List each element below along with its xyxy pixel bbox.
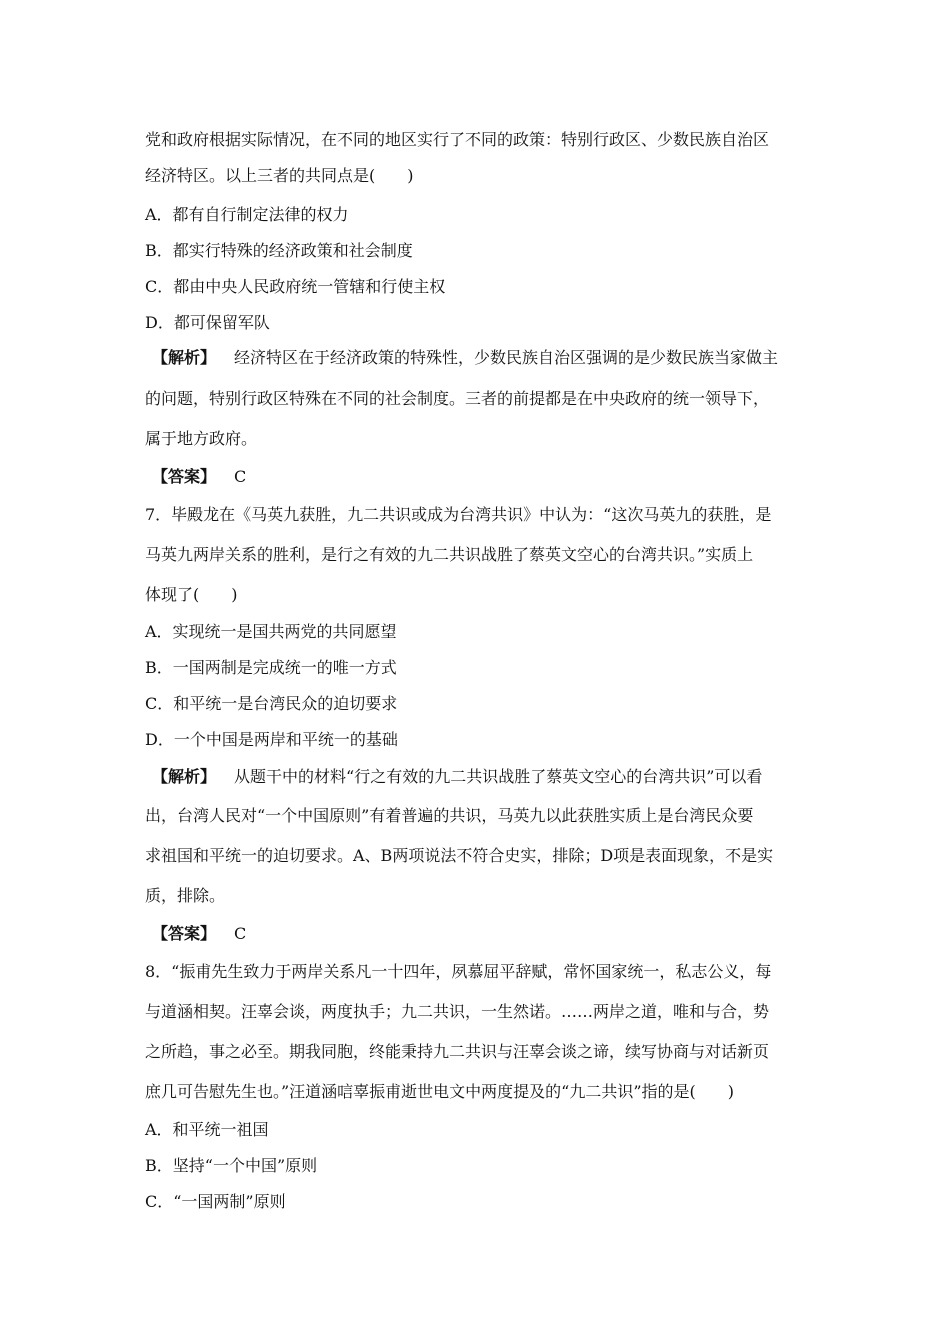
analysis-label: 【解析】 — [152, 767, 217, 786]
q7-answer-line — [152, 924, 246, 944]
q7-stem-line-1: 7．毕殿龙在《马英九获胜，九二共识或成为台湾共识》中认为：“这次马英九的获胜，是 — [145, 505, 772, 524]
q6-analysis-line-3: 属于地方政府。 — [145, 429, 258, 448]
q7-analysis-line-3: 求祖国和平统一的迫切要求。A、B两项说法不符合史实，排除；D项是表面现象，不是实 — [145, 846, 774, 865]
q8-stem-line-4: 庶几可告慰先生也。”汪道涵唁辜振甫逝世电文中两度提及的“九二共识”指的是( ) — [145, 1082, 735, 1101]
q7-option-a: A．实现统一是国共两党的共同愿望 — [145, 622, 397, 641]
q7-option-c: C．和平统一是台湾民众的迫切要求 — [145, 694, 398, 713]
q6-option-d: D．都可保留军队 — [145, 313, 270, 332]
q6-analysis-line-1 — [152, 348, 778, 368]
q7-analysis-line-1 — [152, 767, 762, 787]
q6-analysis-text-1: 经济特区在于经济政策的特殊性，少数民族自治区强调的是少数民族当家做主 — [234, 348, 779, 367]
answer-label: 【答案】 — [152, 467, 217, 486]
q7-option-d: D．一个中国是两岸和平统一的基础 — [145, 730, 398, 749]
q8-stem-line-2: 与道涵相契。汪辜会谈，两度执手；九二共识，一生然诺。……两岸之道，唯和与合，势 — [145, 1002, 770, 1021]
q6-answer-value: C — [234, 467, 247, 486]
analysis-label: 【解析】 — [152, 348, 217, 367]
q8-stem-line-3: 之所趋，事之必至。期我同胞，终能秉持九二共识与汪辜会谈之谛，续写协商与对话新页 — [145, 1042, 770, 1061]
q8-stem-line-1: 8．“振甫先生致力于两岸关系凡一十四年，夙慕屈平辞赋，常怀国家统一，私志公义，每 — [145, 962, 772, 981]
q6-answer-line — [152, 467, 246, 487]
q6-option-a: A．都有自行制定法律的权力 — [145, 205, 349, 224]
q7-analysis-line-2: 出，台湾人民对“一个中国原则”有着普遍的共识，马英九以此获胜实质上是台湾民众要 — [145, 806, 754, 825]
q7-analysis-line-4: 质，排除。 — [145, 886, 226, 905]
q6-stem-line-1: 党和政府根据实际情况，在不同的地区实行了不同的政策：特别行政区、少数民族自治区 — [145, 130, 770, 149]
q6-option-c: C．都由中央人民政府统一管辖和行使主权 — [145, 277, 446, 296]
q8-option-a: A．和平统一祖国 — [145, 1120, 269, 1139]
q7-stem-line-2: 马英九两岸关系的胜利，是行之有效的九二共识战胜了蔡英文空心的台湾共识。”实质上 — [145, 545, 754, 564]
q8-option-b: B．坚持“一个中国”原则 — [145, 1156, 318, 1175]
q7-answer-value: C — [234, 924, 247, 943]
q7-stem-line-3: 体现了( ) — [145, 585, 238, 604]
q6-analysis-line-2: 的问题，特别行政区特殊在不同的社会制度。三者的前提都是在中央政府的统一领导下， — [145, 389, 770, 408]
q6-option-b: B．都实行特殊的经济政策和社会制度 — [145, 241, 413, 260]
q6-stem-line-2: 经济特区。以上三者的共同点是( ) — [145, 166, 414, 185]
q8-option-c: C．“一国两制”原则 — [145, 1192, 286, 1211]
answer-label: 【答案】 — [152, 924, 217, 943]
q7-option-b: B．一国两制是完成统一的唯一方式 — [145, 658, 397, 677]
q7-analysis-text-1: 从题干中的材料“行之有效的九二共识战胜了蔡英文空心的台湾共识”可以看 — [234, 767, 763, 786]
